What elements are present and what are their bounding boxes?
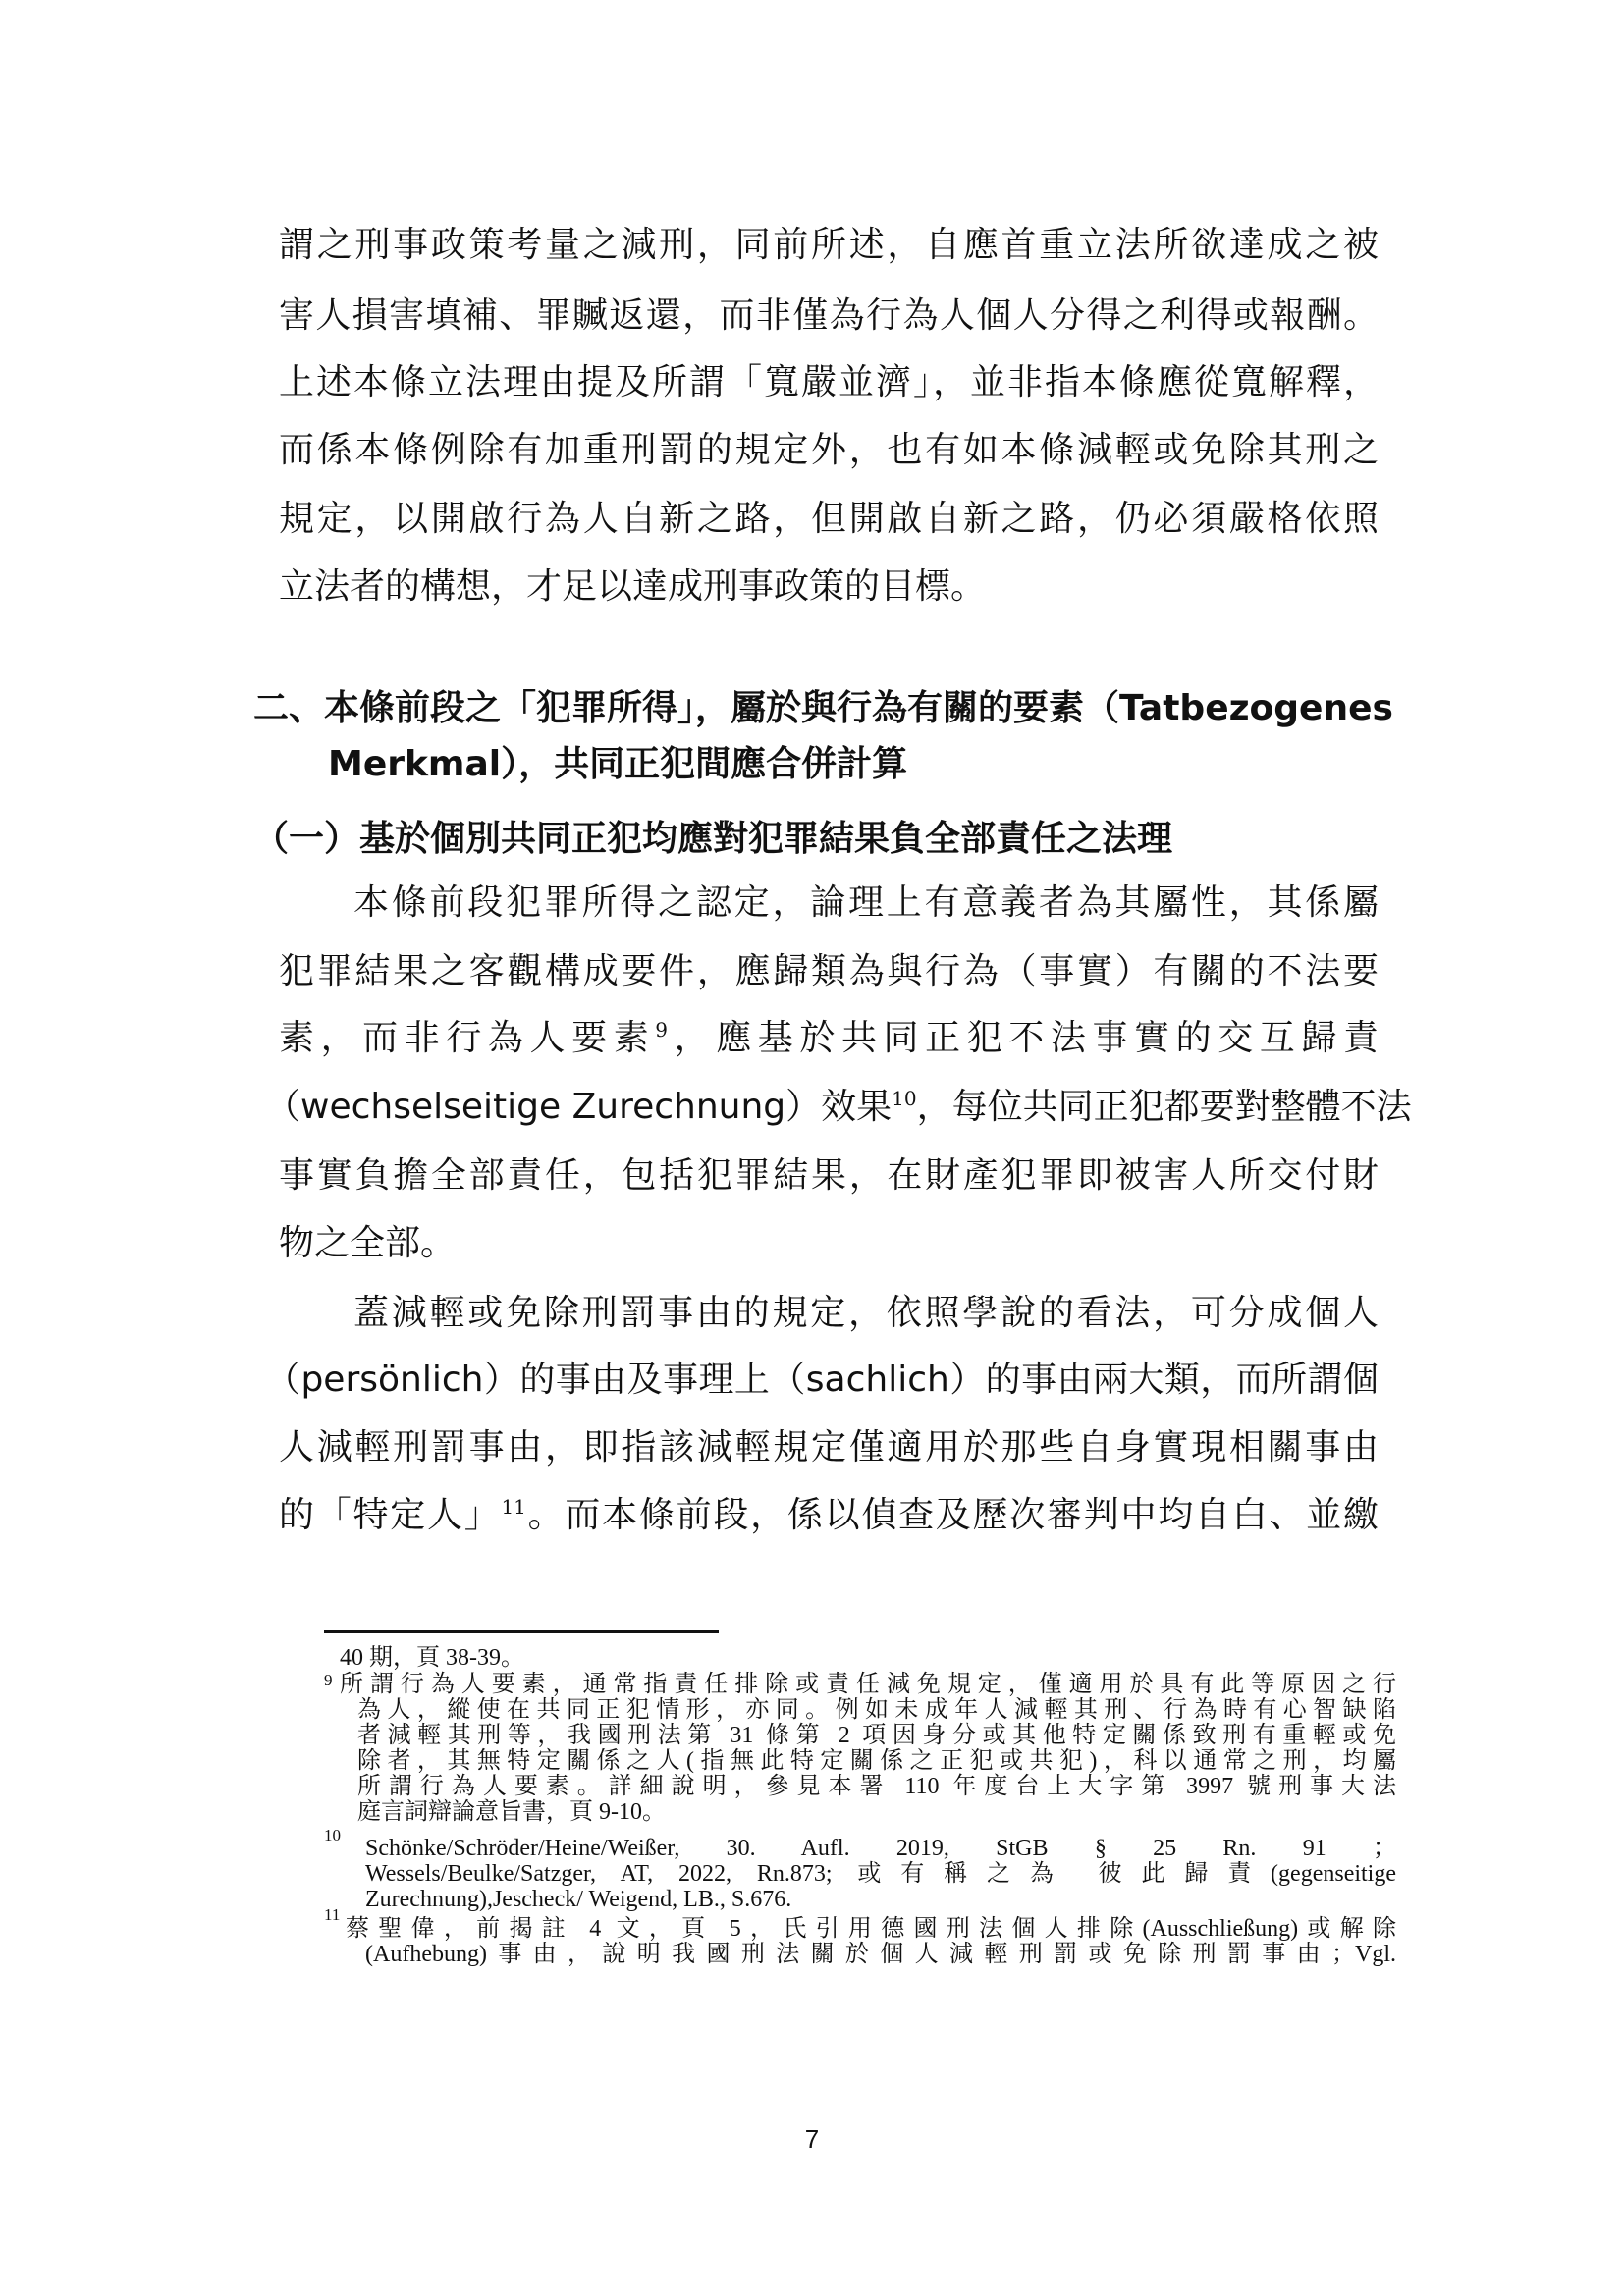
body-line: 物之全部。 bbox=[279, 1223, 457, 1263]
body-text: ）效果 bbox=[785, 1087, 893, 1127]
body-line: 害人損害填補、罪贓返還，而非僅為行為人個人分得之利得或報酬。 bbox=[279, 295, 1379, 336]
body-line bbox=[279, 1494, 1379, 1537]
footnote-line: 所謂行為人要素。詳細說明，參見本署 110 年度台上大字第 3997 號刑事大法 bbox=[357, 1774, 1396, 1799]
body-line: 犯罪結果之客觀構成要件，應歸類為與行為（事實）有關的不法要 bbox=[279, 951, 1379, 991]
german-term: wechselseitige Zurechnung bbox=[300, 1087, 786, 1127]
body-text: ）的事由及事理上（ bbox=[483, 1360, 806, 1400]
body-line: 蓋減輕或免除刑罰事由的規定，依照學說的看法，可分成個人 bbox=[353, 1293, 1379, 1333]
body-text: （ bbox=[265, 1087, 301, 1127]
footnote-ref-9[interactable]: 9 bbox=[655, 1018, 669, 1041]
section-heading: 二、本條前段之「犯罪所得」，屬於與行為有關的要素（Tatbezogenes bbox=[253, 688, 1393, 728]
body-line bbox=[265, 1086, 1412, 1129]
footnote-line: 所謂行為人要素，通常指責任排除或責任減免規定，僅適用於具有此等原因之行 bbox=[340, 1672, 1396, 1697]
footnote-carry-line: 40 期，頁 38-39。 bbox=[340, 1645, 524, 1671]
section-heading-continued: Merkmal），共同正犯間應合併計算 bbox=[328, 744, 908, 784]
footnote-line: Wessels/Beulke/Satzger, AT, 2022, Rn.873; 或有稱之為 彼此歸責(gegenseitige bbox=[365, 1861, 1396, 1887]
body-line: 事實負擔全部責任，包括犯罪結果，在財產犯罪即被害人所交付財 bbox=[279, 1155, 1379, 1196]
page-number: 7 bbox=[804, 2124, 820, 2154]
footnote-line: 除者，其無特定關係之人(指無此特定關係之正犯或共犯)，科以通常之刑，均屬 bbox=[357, 1748, 1396, 1774]
subsection-heading: （一）基於個別共同正犯均應對犯罪結果負全部責任之法理 bbox=[253, 819, 1173, 859]
body-text: ）的事由兩大類，而所謂個 bbox=[948, 1360, 1379, 1400]
body-text: ，每位共同正犯都要對整體不法 bbox=[916, 1087, 1412, 1127]
german-term: persönlich bbox=[300, 1360, 484, 1400]
footnote-separator bbox=[324, 1630, 719, 1633]
german-term: sachlich bbox=[805, 1360, 949, 1400]
body-text: 的「特定人」 bbox=[279, 1495, 502, 1535]
footnote-ref-10[interactable]: 10 bbox=[892, 1087, 917, 1110]
body-line bbox=[265, 1359, 1379, 1402]
body-text: ，應基於共同正犯不法事實的交互歸責 bbox=[668, 1018, 1379, 1058]
body-line: 本條前段犯罪所得之認定，論理上有意義者為其屬性，其係屬 bbox=[353, 882, 1379, 923]
body-line: 謂之刑事政策考量之減刑，同前所述，自應首重立法所欲達成之被 bbox=[279, 225, 1379, 265]
footnote-line: 為人，縱使在共同正犯情形，亦同。例如未成年人減輕其刑、行為時有心智缺陷 bbox=[357, 1697, 1396, 1723]
body-line: 而係本條例除有加重刑罰的規定外，也有如本條減輕或免除其刑之 bbox=[279, 430, 1379, 470]
body-line: 規定，以開啟行為人自新之路，但開啟自新之路，仍必須嚴格依照 bbox=[279, 499, 1379, 539]
body-text: 。而本條前段，係以偵查及歷次審判中均自白、並繳 bbox=[525, 1495, 1379, 1535]
footnote-line: Schönke/Schröder/Heine/Weißer, 30. Aufl. 2019, StGB § 25 Rn. 91 ； bbox=[365, 1836, 1396, 1861]
body-line bbox=[279, 1017, 1379, 1060]
body-line: 立法者的構想，才足以達成刑事政策的目標。 bbox=[279, 566, 987, 607]
body-text: （ bbox=[265, 1360, 301, 1400]
body-line: 上述本條立法理由提及所謂「寬嚴並濟」，並非指本條應從寬解釋， bbox=[279, 362, 1379, 402]
footnote-line: 蔡聖偉，前揭註 4 文，頁 5，氏引用德國刑法個人排除(Ausschließung)或解除 bbox=[346, 1916, 1396, 1942]
footnote-line: 庭言詞辯論意旨書，頁 9-10。 bbox=[357, 1799, 666, 1825]
body-line: 人減輕刑罰事由，即指該減輕規定僅適用於那些自身實現相關事由 bbox=[279, 1427, 1379, 1468]
footnote-ref-11[interactable]: 11 bbox=[501, 1495, 526, 1519]
footnote-line: 者減輕其刑等，我國刑法第 31 條第 2 項因身分或其他特定關係致刑有重輕或免 bbox=[357, 1723, 1396, 1748]
footnote-number: 10 bbox=[324, 1826, 341, 1844]
footnote-number: 9 bbox=[324, 1671, 333, 1689]
footnote-number: 11 bbox=[324, 1905, 341, 1924]
footnote-line: (Aufhebung)事由，說明我國刑法關於個人減輕刑罰或免除刑罰事由；Vgl. bbox=[365, 1942, 1396, 1967]
body-text: 素，而非行為人要素 bbox=[279, 1018, 656, 1058]
footnote-line: Zurechnung),Jescheck/ Weigend, LB., S.676. bbox=[365, 1887, 792, 1912]
